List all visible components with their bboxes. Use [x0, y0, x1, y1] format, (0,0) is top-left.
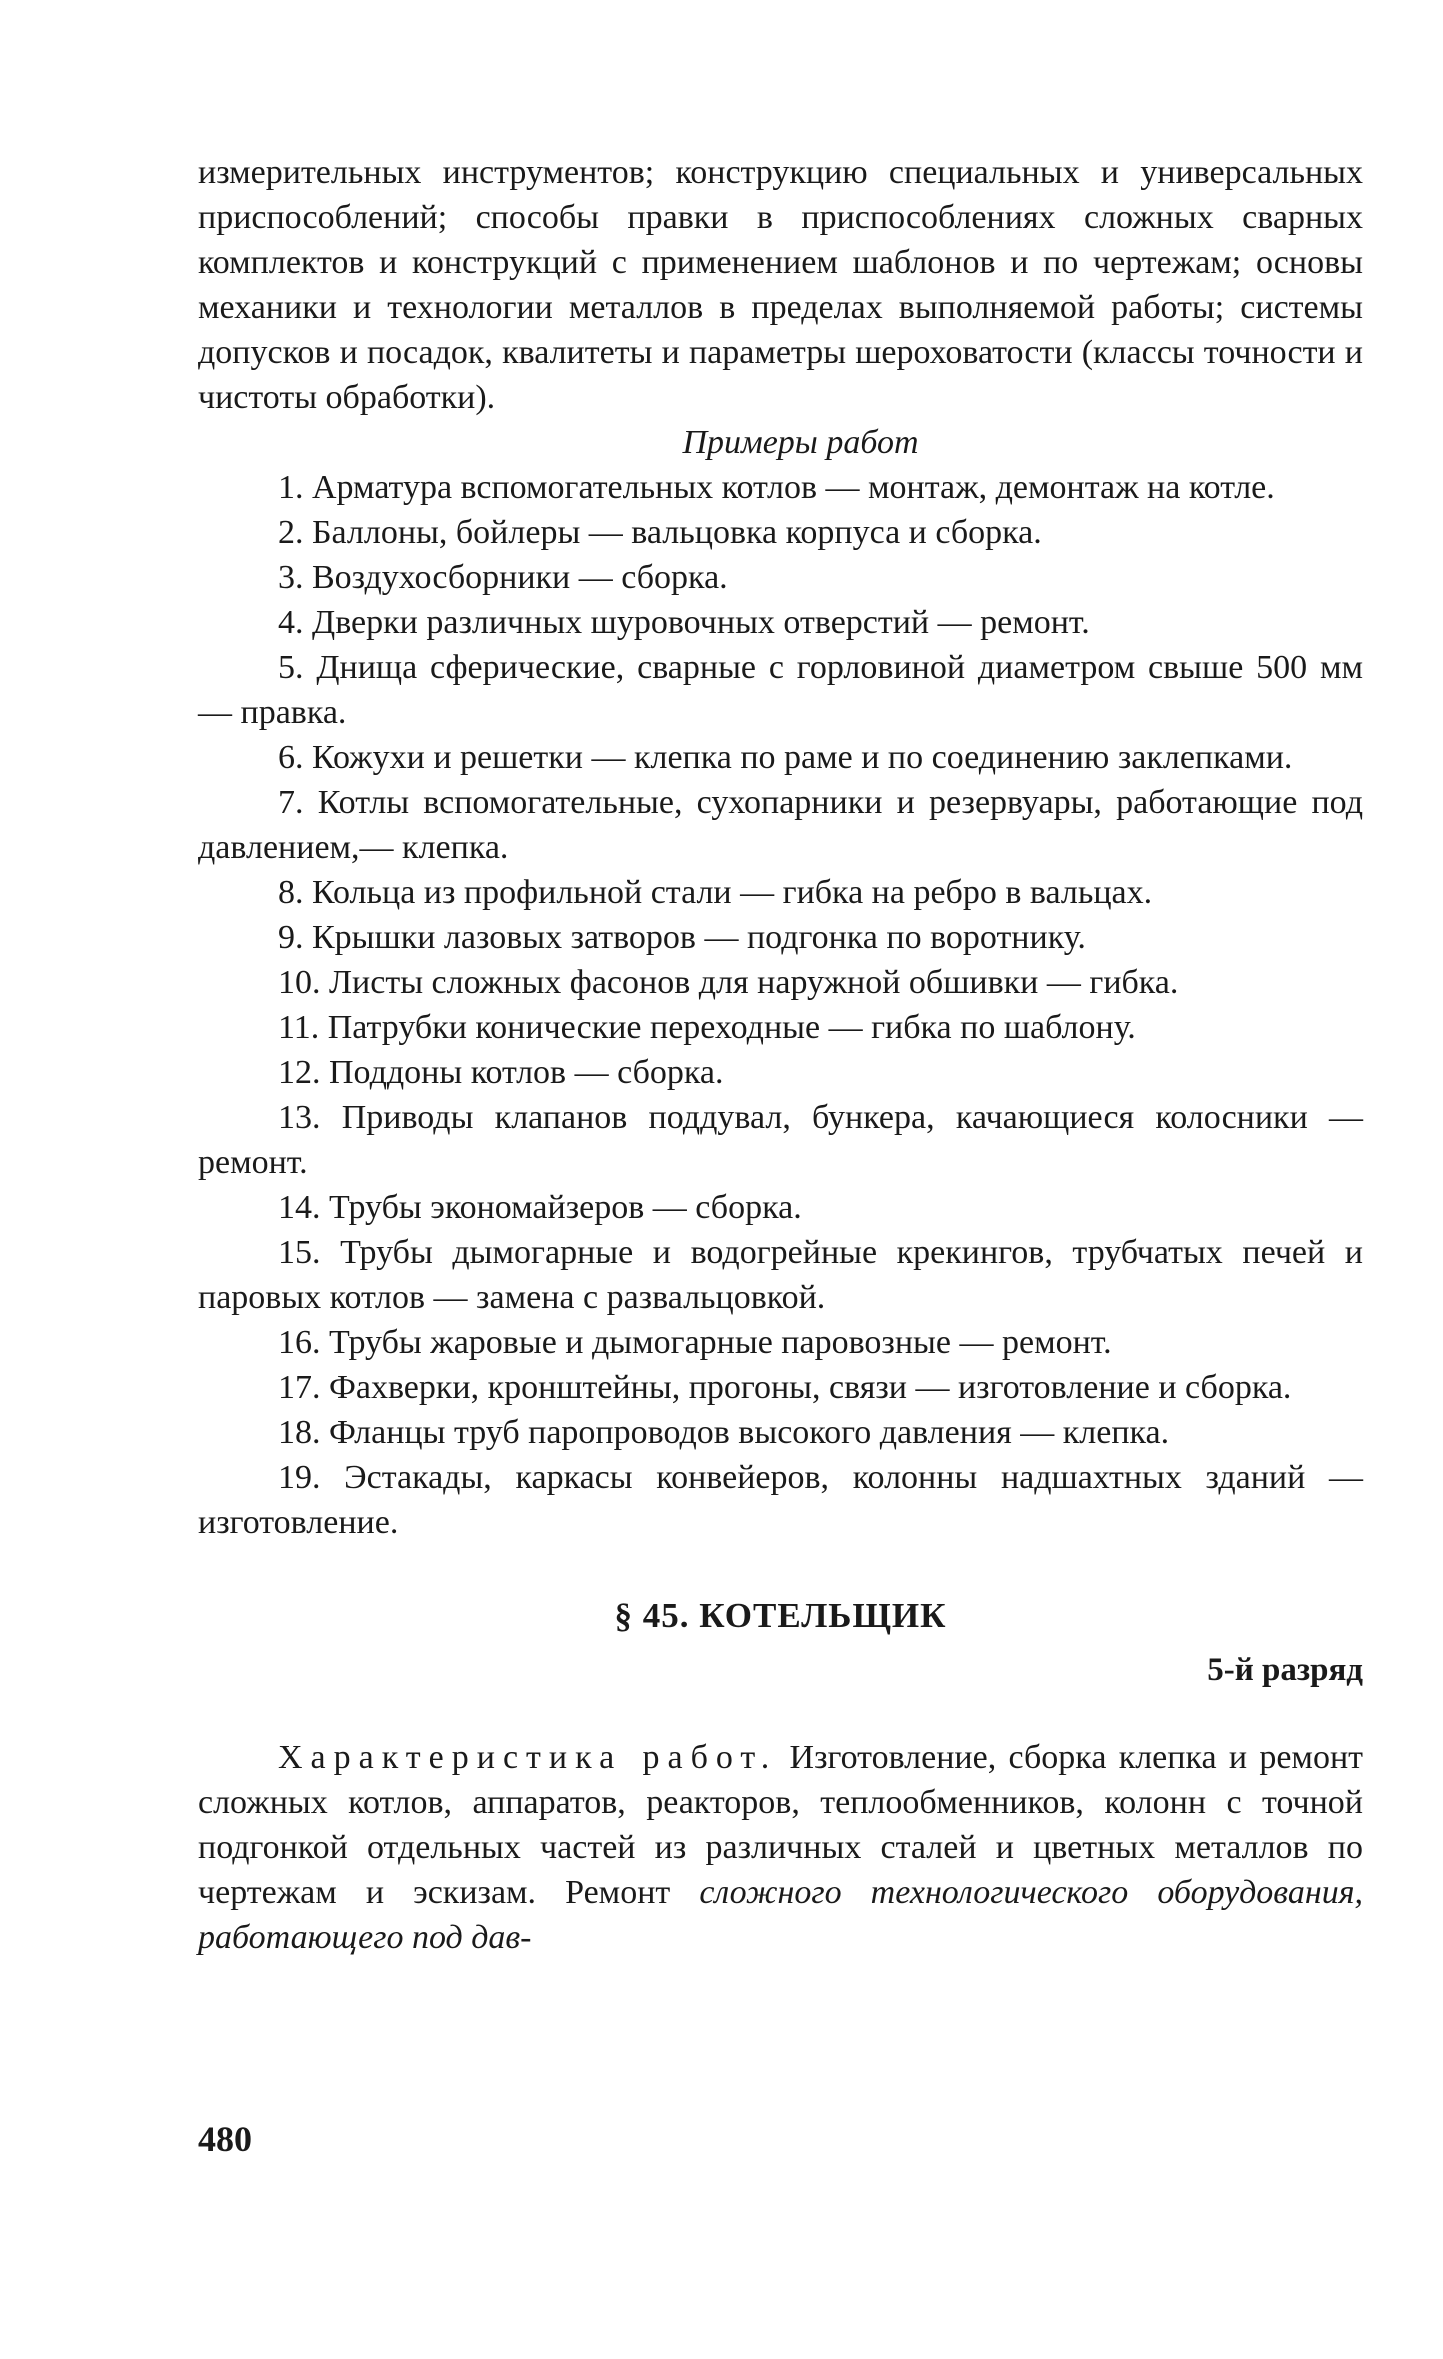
list-item: 5. Днища сферические, сварные с горловиной диаметром свыше 500 мм — правка. — [198, 649, 1363, 731]
characteristic-paragraph — [198, 1735, 1363, 1960]
list-item: 17. Фахверки, кронштейны, прогоны, связи — изготовление и сборка. — [278, 1369, 1292, 1406]
page-content — [198, 150, 1363, 1960]
list-item: 11. Патрубки конические переходные — гибка по шаблону. — [278, 1009, 1136, 1046]
list-item: 1. Арматура вспомогательных котлов — монтаж, демонтаж на котле. — [278, 469, 1275, 506]
grade-label: 5-й разряд — [1207, 1652, 1363, 1688]
list-item: 12. Поддоны котлов — сборка. — [278, 1054, 724, 1091]
list-item: 7. Котлы вспомогательные, сухопарники и резервуары, работающие под давлением,— клепка. — [198, 784, 1363, 866]
list-item: 9. Крышки лазовых затворов — подгонка по воротнику. — [278, 919, 1086, 956]
list-item: 3. Воздухосборники — сборка. — [278, 559, 728, 596]
section-title: § 45. КОТЕЛЬЩИК — [614, 1596, 947, 1635]
list-item: 14. Трубы экономайзеров — сборка. — [278, 1189, 802, 1226]
list-item: 18. Фланцы труб паропроводов высокого давления — клепка. — [278, 1414, 1170, 1451]
characteristic-label: Характеристика работ. — [278, 1739, 778, 1776]
examples-heading: Примеры работ — [682, 424, 919, 461]
list-item: 10. Листы сложных фасонов для наружной обшивки — гибка. — [278, 964, 1179, 1001]
list-item: 15. Трубы дымогарные и водогрейные крекингов, трубчатых печей и паровых котлов — замена с развальцовкой. — [198, 1234, 1363, 1316]
intro-paragraph: измерительных инструментов; конструкцию специальных и универсальных приспособлений; способы правки в приспособлениях сложных сварных комплектов и конструкций с применением шаблонов и по чертежам; основы механики и технологии металлов в пределах выполняемой работы; системы допусков и посадок, квалитеты и параметры шероховатости (классы точности и чистоты обработки). — [198, 154, 1363, 416]
examples-list — [198, 465, 1363, 1545]
list-item: 2. Баллоны, бойлеры — вальцовка корпуса и сборка. — [278, 514, 1042, 551]
characteristic-italic-tail: сложного технологического оборудования, работающего под дав- — [198, 1874, 1364, 1956]
list-item: 19. Эстакады, каркасы конвейеров, колонны надшахтных зданий — изготовление. — [198, 1459, 1363, 1541]
page-number: 480 — [198, 2119, 252, 2159]
list-item: 4. Дверки различных шуровочных отверстий — ремонт. — [278, 604, 1090, 641]
list-item: 6. Кожухи и решетки — клепка по раме и по соединению заклепками. — [278, 739, 1293, 776]
list-item: 13. Приводы клапанов поддувал, бункера, качающиеся колосники — ремонт. — [198, 1099, 1363, 1181]
characteristic-text: Изготовление, сборка клепка и ремонт сложных котлов, аппаратов, реакторов, теплообменников, колонн с точной подгонкой отдельных частей из различных сталей и цветных металлов по чертежам и эскизам. Ремонт — [198, 1739, 1364, 1911]
list-item: 16. Трубы жаровые и дымогарные паровозные — ремонт. — [278, 1324, 1112, 1361]
list-item: 8. Кольца из профильной стали — гибка на ребро в вальцах. — [278, 874, 1153, 911]
